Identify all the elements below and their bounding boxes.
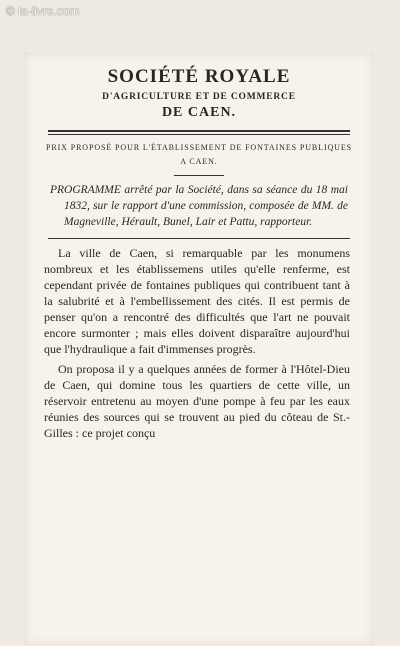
- society-title: SOCIÉTÉ ROYALE: [107, 66, 291, 87]
- society-place: DE CAEN.: [161, 105, 237, 120]
- programme-rule: [48, 238, 350, 239]
- prize-heading: PRIX PROPOSÉ POUR L'ÉTABLISSEMENT DE FONTAINES PUBLIQUES A CAEN.: [46, 143, 352, 166]
- header-rule-thick: [48, 130, 350, 132]
- document-page: [24, 52, 374, 646]
- watermark: © la-livre.com: [6, 4, 80, 18]
- society-subtitle: D'AGRICULTURE ET DE COMMERCE: [102, 92, 296, 102]
- body-paragraph-1: La ville de Caen, si remarquable par les monumens nombreux et les établissemens utiles qu'elle renferme, est cependant privée de fontaines publiques qui contribuent tant à la salubrité et à l'embellissement des cités. Il est permis de penser qu'on a rencontré des difficultés que l'art ne pouvait encore surmonter ; mais elles doivent disparaître aujourd'hui que l'hydraulique a fait d'immenses progrès.: [44, 246, 350, 356]
- body-paragraph-2: On proposa il y a quelques années de former à l'Hôtel-Dieu de Caen, qui domine tous les quartiers de cette ville, un réservoir entretenu au moyen d'une pompe à feu par les eaux réunies des sources qui se trouvent au pied du côteau de St.-Gilles : ce projet conçu: [44, 362, 350, 440]
- programme-text: PROGRAMME arrêté par la Société, dans sa séance du 18 mai 1832, sur le rapport d'une commission, composée de MM. de Magneville, Hérault, Bunel, Lair et Pattu, rapporteur.: [50, 184, 348, 228]
- header-rule-thin: [48, 134, 350, 135]
- prize-rule: [174, 175, 224, 176]
